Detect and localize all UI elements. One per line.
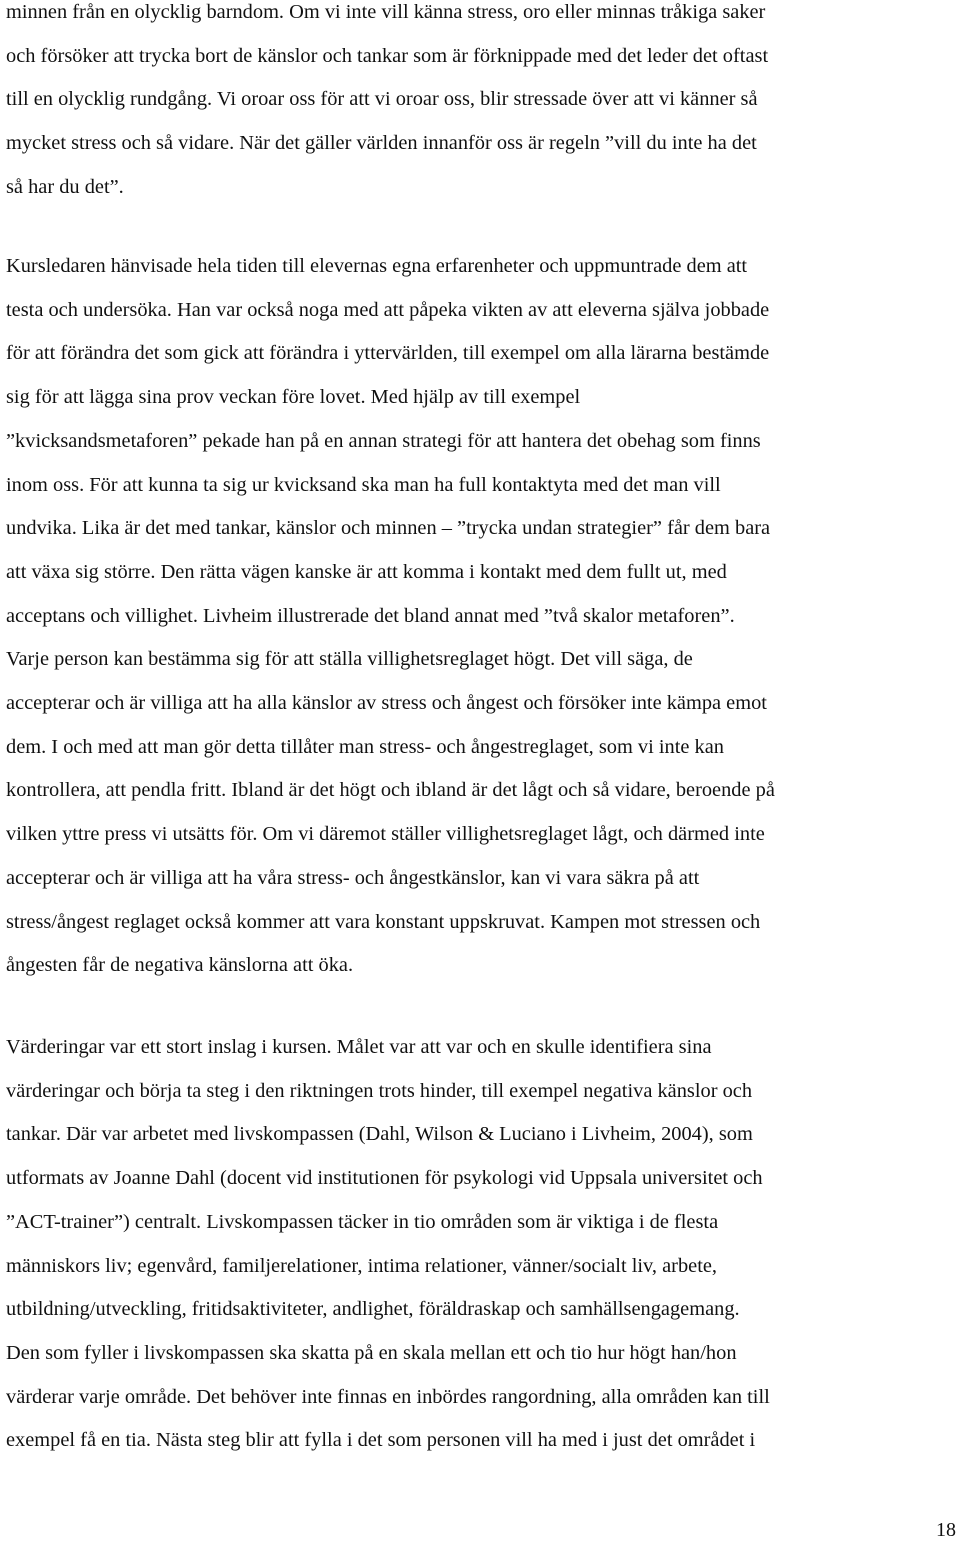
text-line: människors liv; egenvård, familjerelationer, intima relationer, vänner/socialt liv, arbete, [6, 1254, 718, 1277]
text-line: vilken yttre press vi utsätts för. Om vi däremot ställer villighetsreglaget lågt, och därmed inte [6, 823, 765, 846]
text-line: acceptans och villighet. Livheim illustrerade det bland annat med ”två skalor metaforen”. [6, 604, 735, 627]
text-line: inom oss. För att kunna ta sig ur kvicksand ska man ha full kontaktyta med det man vill [6, 473, 721, 496]
text-line: för att förändra det som gick att förändra i yttervärlden, till exempel om alla lärarna bestämde [6, 342, 770, 365]
text-line: och försöker att trycka bort de känslor och tankar som är förknippade med det leder det oftast [6, 44, 769, 67]
text-line: kontrollera, att pendla fritt. Ibland är det högt och ibland är det lågt och så vidare, beroende på [6, 779, 775, 802]
text-line: värderingar och börja ta steg i den riktningen trots hinder, till exempel negativa känslor och [6, 1079, 753, 1102]
text-line: accepterar och är villiga att ha våra stress- och ångestkänslor, kan vi vara säkra på att [6, 866, 700, 889]
text-line: att växa sig större. Den rätta vägen kanske är att komma i kontakt med dem fullt ut, med [6, 560, 727, 583]
text-line: ”kvicksandsmetaforen” pekade han på en annan strategi för att hantera det obehag som finns [6, 429, 761, 452]
text-line: utbildning/utveckling, fritidsaktiviteter, andlighet, föräldraskap och samhällsengagemang. [6, 1298, 740, 1321]
page-number: 18 [936, 1519, 956, 1541]
text-line: stress/ångest reglaget också kommer att vara konstant uppskruvat. Kampen mot stressen och [6, 910, 761, 933]
text-line: Varje person kan bestämma sig för att ställa villighetsreglaget högt. Det vill säga, de [6, 648, 693, 671]
text-line: mycket stress och så vidare. När det gäller världen innanför oss är regeln ”vill du inte ha det [6, 132, 757, 155]
text-line: utformats av Joanne Dahl (docent vid institutionen för psykologi vid Uppsala universitet och [6, 1167, 763, 1190]
text-line: minnen från en olycklig barndom. Om vi inte vill känna stress, oro eller minnas tråkiga saker [6, 1, 766, 23]
text-line: undvika. Lika är det med tankar, känslor och minnen – ”trycka undan strategier” får dem bara [6, 517, 771, 540]
text-line: Den som fyller i livskompassen ska skatta på en skala mellan ett och tio hur högt han/hon [6, 1341, 737, 1364]
text-line: accepterar och är villiga att ha alla känslor av stress och ångest och försöker inte kämpa emot [6, 692, 767, 714]
text-line: ”ACT-trainer”) centralt. Livskompassen täcker in tio områden som är viktiga i de flesta [6, 1210, 719, 1233]
text-line: dem. I och med att man gör detta tillåter man stress- och ångestreglaget, som vi inte kan [6, 735, 724, 758]
text-line: så har du det”. [6, 175, 124, 198]
text-line: tankar. Där var arbetet med livskompassen (Dahl, Wilson & Luciano i Livheim, 2004), som [6, 1123, 753, 1146]
text-line: exempel få en tia. Nästa steg blir att fylla i det som personen vill ha med i just det området i [6, 1429, 756, 1452]
text-line: ångesten får de negativa känslorna att öka. [6, 954, 354, 977]
text-line: till en olycklig rundgång. Vi oroar oss för att vi oroar oss, blir stressade över att vi känner så [6, 88, 758, 111]
text-line: Kursledaren hänvisade hela tiden till elevernas egna erfarenheter och uppmuntrade dem att [6, 255, 748, 277]
text-line: värderar varje område. Det behöver inte finnas en inbördes rangordning, alla områden kan till [6, 1385, 770, 1408]
text-line: testa och undersöka. Han var också noga med att påpeka vikten av att eleverna själva jobbade [6, 298, 770, 321]
text-line: Värderingar var ett stort inslag i kursen. Målet var att var och en skulle identifiera sina [6, 1036, 712, 1058]
text-line: sig för att lägga sina prov veckan före lovet. Med hjälp av till exempel [6, 386, 581, 409]
